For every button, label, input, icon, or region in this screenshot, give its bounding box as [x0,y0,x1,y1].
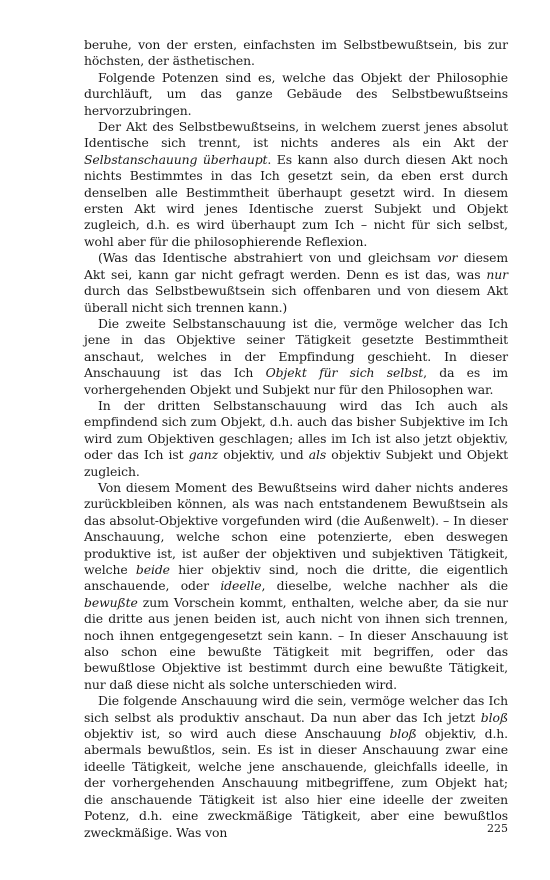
text-run: Die folgende Anschauung wird die sein, vermöge welcher das Ich sich selbst als produktiv anschaut. Da nun aber das Ich jetzt [84,693,508,725]
paragraph [84,316,508,398]
paragraph [84,693,508,841]
paragraph [84,119,508,250]
text-run: zum Vorschein kommt, enthalten, welche aber, da sie nur die dritte aus jenen beiden ist, auch nicht von ihnen sich trennen, noch ihnen entgegengesetzt sein kann. – In dieser Anschauung ist also schon eine bewußte Tätigkeit mit begriffen, oder das bewußtlose Objektive ist bestimmt durch eine bewußte Tätigkeit, nur daß diese nicht als solche unterschieden wird. [84,594,508,692]
text-run: hier objektiv sind, noch die dritte, die eigentlich anschauende, oder [84,562,508,594]
text-run: , da es im vorhergehenden Objekt und Subjekt nur für den Philosophen war. [84,365,508,397]
text-page [84,37,508,841]
emphasis-text: als [308,447,327,463]
text-run: Die zweite Selbstanschauung ist die, vermöge welcher das Ich jene in das Objektive seiner Tätigkeit gesetzte Bestimmtheit anschaut, welches in der Empfindung geschieht. In dieser Anschauung ist das Ich [84,315,508,381]
emphasis-text: Selbstanschauung überhaupt [84,151,268,167]
page-number: 225 [487,822,508,835]
paragraph [84,37,508,70]
text-run: objektiv, und [218,447,309,463]
text-run: Folgende Potenzen sind es, welche das Objekt der Philosophie durchläuft, um das ganze Gebäude des Selbstbewußtseins hervorzubringen. [84,69,508,118]
text-run: diesem Akt sei, kann gar nicht gefragt werden. Denn es ist das, was [84,250,508,282]
text-run: . Es kann also durch diesen Akt noch nichts Bestimmtes in das Ich gesetzt sein, da eben erst durch denselben alle Bestimmtheit überhaupt gesetzt wird. In diesem ersten Akt wird jenes Identische zuerst Subjekt und Objekt zugleich, d.h. es wird überhaupt zum Ich – nicht für sich selbst, wohl aber für die philosophierende Reflexion. [84,151,508,249]
text-run: durch das Selbstbewußtsein sich offenbaren und von diesem Akt überall nicht sich trennen kann.) [84,283,508,315]
text-run: In der dritten Selbstanschauung wird das Ich auch als empfindend sich zum Objekt, d.h. auch das bisher Subjektive im Ich wird zum Objektiven geschlagen; alles im Ich ist also jetzt objektiv, oder das Ich ist [84,397,508,463]
text-run: Der Akt des Selbstbewußtseins, in welchem zuerst jenes absolut Identische sich trennt, ist nichts anderes als ein Akt der [84,119,508,151]
emphasis-text: ganz [188,447,219,463]
emphasis-text: bloß [389,726,417,742]
text-run: objektiv Subjekt und Objekt zugleich. [84,447,508,479]
emphasis-text: beide [135,562,170,577]
paragraph [84,398,508,480]
text-run: Von diesem Moment des Bewußtseins wird daher nichts anderes zurückbleiben können, als was nach entstandenem Bewußtsein als das absolut-Objektive vorgefunden wird (die Außenwelt). – In dieser Anschauung, welche schon eine potenzierte, eben deswegen produktive ist, ist außer der objektiven und subjektiven Tätigkeit, welche [84,479,508,577]
paragraph [84,480,508,693]
emphasis-text: nur [486,266,508,282]
emphasis-text: Objekt für sich selbst [265,365,424,381]
emphasis-text: bloß [480,709,508,725]
paragraph [84,70,508,119]
emphasis-text: vor [437,250,458,266]
emphasis-text: ideelle [220,578,262,594]
text-run: beruhe, von der ersten, einfachsten im Selbstbewußtsein, bis zur höchsten, der ästhetischen. [84,37,508,69]
text-run: (Was das Identische abstrahiert von und gleichsam [98,250,438,266]
text-run: , dieselbe, welche nachher als die [261,578,508,594]
text-run: objektiv ist, so wird auch diese Anschauung [84,726,390,742]
emphasis-text: bewußte [84,594,138,610]
paragraph [84,250,508,316]
text-run: objektiv, d.h. abermals bewußtlos, sein. Es ist in dieser Anschauung zwar eine ideelle Tätigkeit, welche jene anschauende, gleichfalls ideelle, in der vorhergehenden Anschauung mitbegriffene, zum Objekt hat; die anschauende Tätigkeit ist also hier eine ideelle der zweiten Potenz, d.h. eine zweckmäßige Tätigkeit, aber eine bewußtlos zweckmäßige. Was von [84,726,508,840]
